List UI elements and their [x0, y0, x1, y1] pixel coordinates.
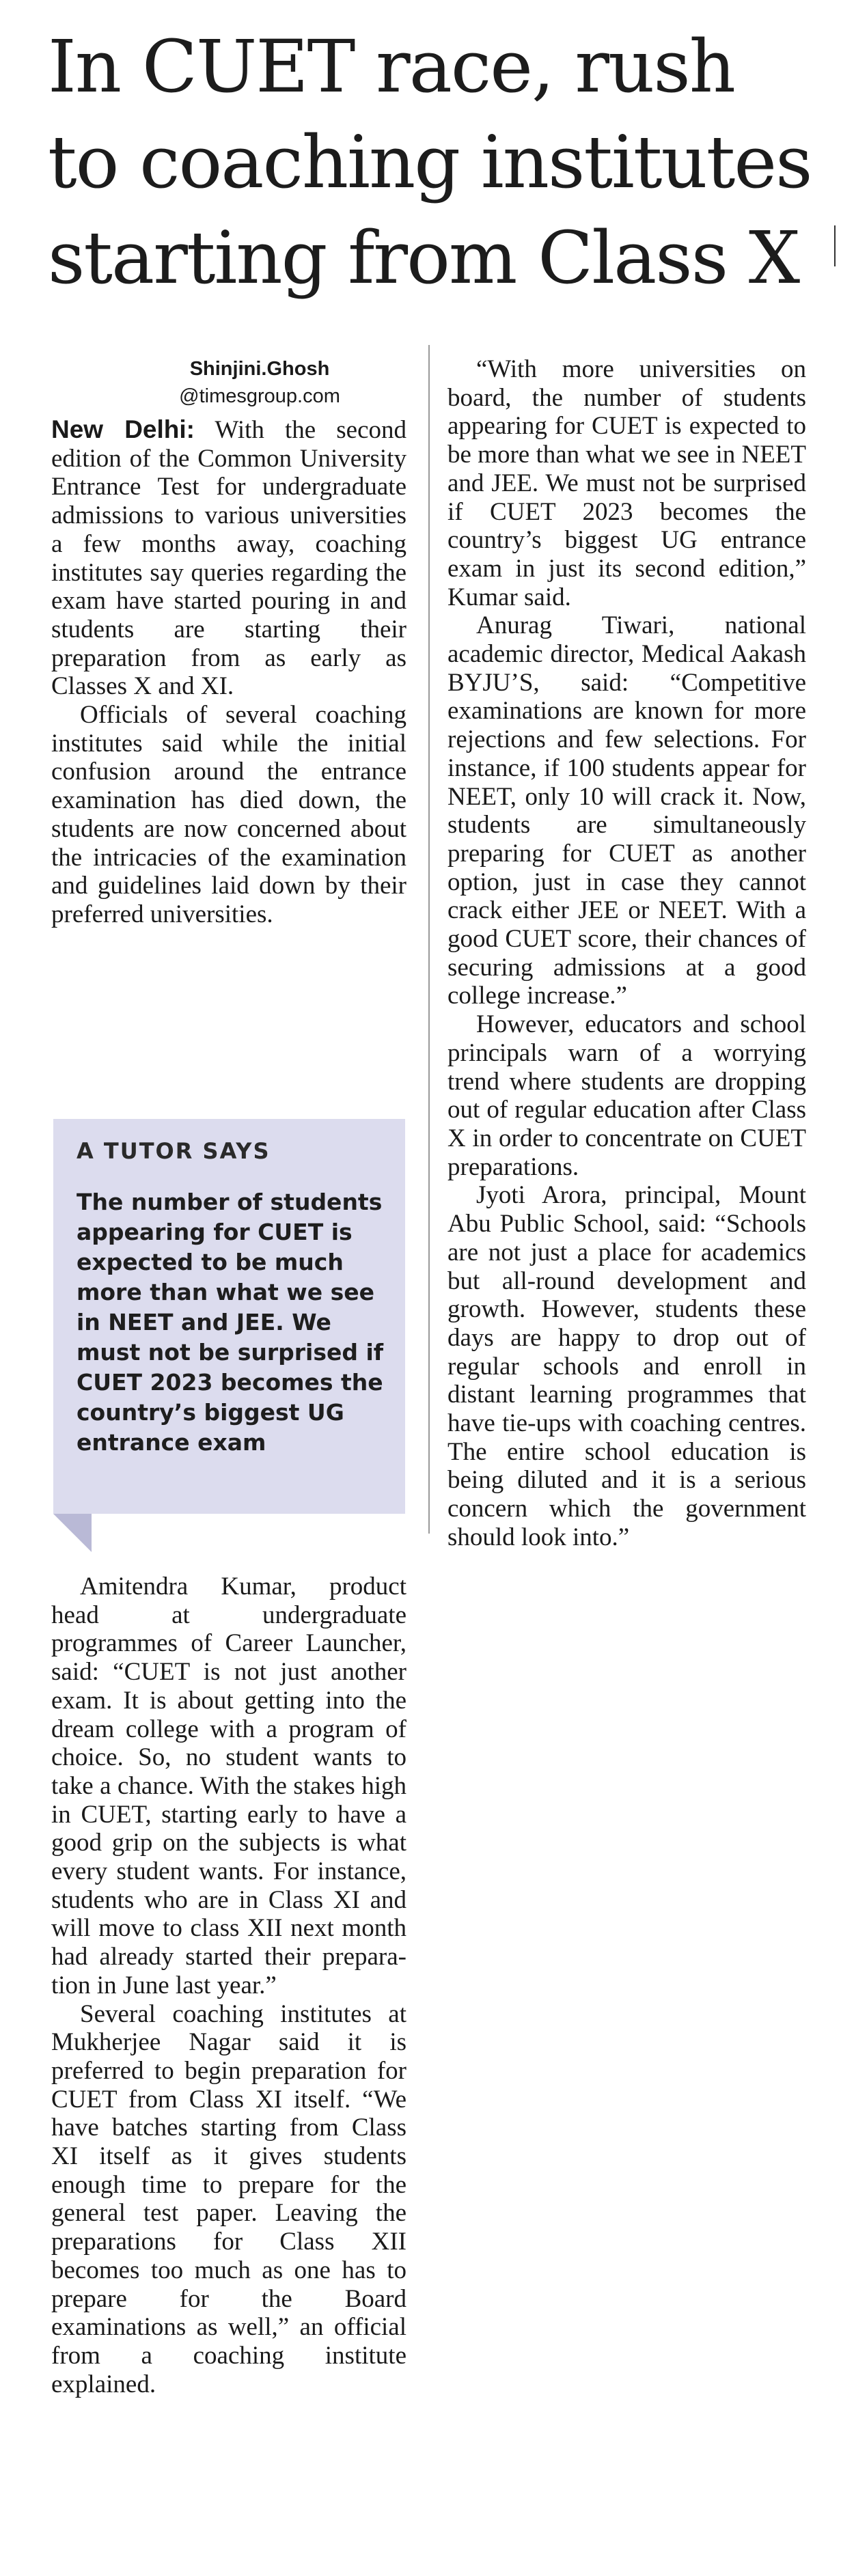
paragraph-1: [51, 415, 406, 701]
headline-line-1: In CUET race, rush: [48, 25, 735, 109]
pullquote-text: The number of students appearing for CUET is expected to be much more than what we see in NEET and JEE. We must not be surprised if CUET 2023 becomes the country’s biggest UG entrance exam: [77, 1189, 384, 1456]
paragraph-3: Amitendra Kumar, product head at undergraduate programmes of Career Launcher, said: “CUET is not just another exam. It is about getting into the dream college with a program of choice. So, no student wants to take a chance. With the stakes high in CUET, starting early to have a good grip on the subjects is what every student wants. For instance, students who are in Class XI and will move to class XII next month had already started their preparation in June last year.”: [51, 1573, 406, 1999]
paragraph-8: Jyoti Arora, principal, Mount Abu Public School, said: “Schools are not just a place for academics but all-round development and growth. However, students these days are happy to drop out of regular schools and enroll in distant learning programmes that have tie-ups with coaching centres. The entire school education is being diluted and it is a serious concern which the government should look into.”: [447, 1181, 806, 1551]
byline: [137, 355, 383, 410]
edge-rule: [834, 225, 836, 266]
headline: [48, 19, 827, 306]
paragraph-7: However, educators and school principals warn of a worrying trend where students are dropping out of regular education after Class X in order to concentrate on CUET preparations.: [447, 1010, 806, 1181]
dateline: New Delhi:: [51, 415, 195, 443]
column-left-bottom: [51, 1573, 406, 2398]
paragraph-4: Several coaching institutes at Mukherjee Nagar said it is preferred to begin preparation for CUET from Class XI itself. “We have batches starting from Class XI itself as it gives students enough time to prepare for the general test paper. Leaving the preparations for Class XII becomes too much as one has to prepare for the Board examinations as well,” an official from a coaching institute explained.: [51, 1999, 406, 2398]
pullquote-label: A TUTOR SAYS: [77, 1138, 271, 1164]
paragraph-6: Anurag Tiwari, national academic director, Medical Aakash BYJU’S, said: “Competitive examinations are known for more rejections and few selections. For instance, if 100 students appear for NEET, only 10 will crack it. Now, students are simultaneously preparing for CUET as another option, just in case they cannot crack either JEE or NEET. With a good CUET score, their chances of securing admissions at a good college increase.”: [447, 611, 806, 1010]
column-divider: [428, 345, 430, 1534]
paragraph-2: Officials of several coaching institutes said while the initial confusion around the entrance examination has died down, the students are now concerned about the intricacies of the examination and guidelines laid down by their preferred universities.: [51, 701, 406, 928]
paragraph-5: “With more universities on board, the number of students appearing for CUET is expected to be more than what we see in NEET and JEE. We must not be surprised if CUET 2023 becomes the country’s biggest UG entrance exam in just its second edition,” Kumar said.: [447, 355, 807, 611]
pullquote-fold-shape: [53, 1514, 92, 1552]
paragraph-1-text: With the second edition of the Common University Entrance Test for undergraduate admissions to various universities a few months away, coaching institutes say queries regarding the exam have started pouring in and students are starting their preparation from as early as Classes X and XI.: [51, 416, 407, 701]
headline-line-2: to coaching institutes: [48, 120, 812, 204]
column-left-top: [51, 415, 406, 929]
column-right: [447, 355, 806, 1552]
headline-line-3: starting from Class X: [48, 216, 799, 300]
pullquote-box: [53, 1119, 405, 1514]
byline-email: @timesgroup.com: [179, 385, 340, 407]
byline-author: Shinjini.Ghosh: [189, 358, 330, 380]
